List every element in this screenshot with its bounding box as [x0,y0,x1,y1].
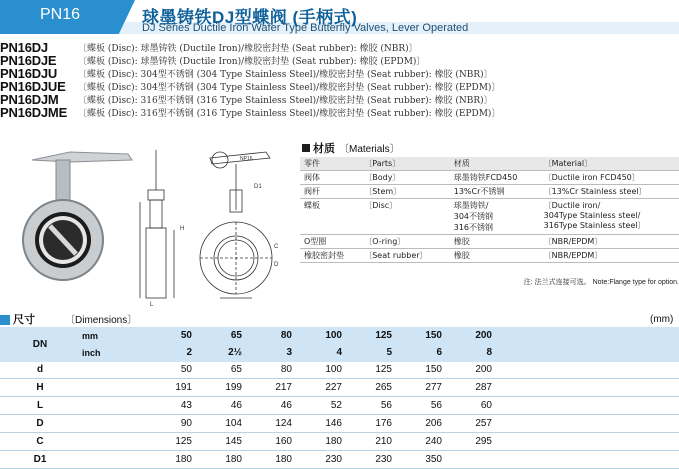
dim-label-d: D [274,262,279,268]
cell: 230 [292,451,342,469]
dimensions-title-cn: 尺寸 [13,314,35,326]
cell-spacer [80,379,142,397]
model-row [0,40,679,54]
cell: 2½ [228,347,242,358]
cell: 球墨铸铁/ 304不锈钢 316不锈钢 [450,199,540,235]
cell: 46 [192,397,242,415]
cell-spacer [80,361,142,379]
materials-table [300,157,679,263]
cell: 90 [142,415,192,433]
cell: 230 [342,451,392,469]
cell: 124 [242,415,292,433]
cell: 56 [392,397,442,415]
table-row [300,185,679,199]
dimensions-title [0,311,137,327]
section-marker [302,144,310,152]
cell: 阀杆 [300,185,360,199]
cell: O型圈 [300,235,360,249]
model-row [0,66,679,80]
unit-label: (mm) [650,314,674,325]
cell: 206 [392,415,442,433]
cell: 180 [242,451,292,469]
cell: 80 [242,361,292,379]
dimensions-title-en: 〔Dimensions〕 [65,315,138,326]
table-header-mm [0,327,679,344]
cell: 287 [442,379,492,397]
model-code: PN16DJM [0,92,59,107]
cell: 180 [292,433,342,451]
cell: 160 [242,433,292,451]
section-marker [0,315,10,325]
cell: 5 [386,347,392,358]
model-code: PN16DJME [0,105,68,120]
cell: 150 [425,330,442,341]
model-code: PN16DJE [0,53,57,68]
cell [442,451,492,469]
row-label: L [0,397,80,415]
cell: 210 [342,433,392,451]
cell-spacer [492,361,679,379]
cell-spacer [492,415,679,433]
cell: 180 [192,451,242,469]
cell-spacer [492,327,679,344]
cell: 〔Body〕 [360,171,450,185]
materials-title-cn: 材质 [313,143,335,155]
table-header [300,157,679,171]
row-label: C [0,433,80,451]
page-title-en: DJ Series Ductile Iron Wafer Type Butterfly Valves, Lever Operated [142,22,469,34]
cell: 277 [392,379,442,397]
cell: 橡胶密封垫 [300,249,360,263]
col-material-en: 〔Material〕 [540,157,679,171]
cell: 240 [392,433,442,451]
inch-label: inch [82,347,101,358]
cell: 4 [336,347,342,358]
cell: 199 [192,379,242,397]
model-code: PN16DJ [0,40,48,55]
model-code: PN16DJU [0,66,58,81]
row-label: D [0,415,80,433]
table-row [0,451,679,469]
cell: 〔13%Cr Stainless steel〕 [540,185,679,199]
cell: 阀体 [300,171,360,185]
model-desc: 〔蝶板 (Disc): 304型不锈钢 (304 Type Stainless Steel)/橡胶密封垫 (Seat rubber): 橡胶 (NBR)〕 [78,70,493,80]
lever-label: NP16 [240,156,253,162]
cell-spacer [492,379,679,397]
cell: 80 [280,330,292,341]
cell: 227 [292,379,342,397]
flange-note: 注: 法兰式连接可选。 Note:Flange type for option. [523,279,679,286]
col-parts-en: 〔Parts〕 [360,157,450,171]
cell-spacer [492,344,679,361]
model-desc: 〔蝶板 (Disc): 球墨铸铁 (Ductile Iron)/橡胶密封垫 (Seat rubber): 橡胶 (NBR)〕 [78,44,418,54]
cell: 〔NBR/EPDM〕 [540,235,679,249]
dim-label-h: H [180,226,185,232]
cell: 46 [242,397,292,415]
cell: 150 [392,361,442,379]
model-desc: 〔蝶板 (Disc): 304型不锈钢 (304 Type Stainless Steel)/橡胶密封垫 (Seat rubber): 橡胶 (EPDM)〕 [78,83,501,93]
model-row [0,105,679,119]
materials-title-en: 〔Materials〕 [339,144,400,155]
cell-spacer [80,397,142,415]
row-label: d [0,361,80,379]
col-material-cn: 材质 [450,157,540,171]
cell: 蝶板 [300,199,360,235]
cell: 〔Disc〕 [360,199,450,235]
cell: 〔NBR/EPDM〕 [540,249,679,263]
dimensions-table [0,327,679,469]
table-row [300,235,679,249]
col-parts-cn: 零件 [300,157,360,171]
mm-label: mm [82,330,99,341]
cell: 104 [192,415,242,433]
cell: 200 [475,330,492,341]
cell: 60 [442,397,492,415]
row-label: H [0,379,80,397]
model-desc: 〔蝶板 (Disc): 316型不锈钢 (316 Type Stainless Steel)/橡胶密封垫 (Seat rubber): 橡胶 (NBR)〕 [78,96,493,106]
cell: 52 [292,397,342,415]
table-row [0,433,679,451]
dn-label: DN [32,338,48,350]
table-row [0,379,679,397]
cell: 257 [442,415,492,433]
cell: 100 [292,361,342,379]
cell: 125 [142,433,192,451]
cell: 〔Ductile iron/ 304Type Stainless steel/ 316Type Stainless steel〕 [540,199,679,235]
cell: 350 [392,451,442,469]
cell: 265 [342,379,392,397]
table-row [0,361,679,379]
cell: 217 [242,379,292,397]
cell: 〔O-ring〕 [360,235,450,249]
cell-spacer [80,415,142,433]
cell: 〔Stem〕 [360,185,450,199]
cell: 180 [142,451,192,469]
cell: 8 [486,347,492,358]
cell: 295 [442,433,492,451]
cell-spacer [80,433,142,451]
cell: 145 [192,433,242,451]
row-label: D1 [0,451,80,469]
table-row [300,199,679,235]
cell: 65 [192,361,242,379]
cell: 橡胶 [450,235,540,249]
cell: 3 [286,347,292,358]
valve-illustration [0,130,300,310]
materials-title [302,140,400,156]
cell: 125 [342,361,392,379]
front-view-drawing [200,152,272,298]
cell: 125 [375,330,392,341]
cell: 176 [342,415,392,433]
table-row [0,415,679,433]
cell: 200 [442,361,492,379]
series-code: PN16 [39,6,81,23]
cell: 2 [186,347,192,358]
model-row [0,53,679,67]
cell: 13%Cr不锈钢 [450,185,540,199]
cell: 146 [292,415,342,433]
valve-photo [23,152,132,280]
model-code: PN16DJUE [0,79,66,94]
cell: 100 [325,330,342,341]
cell-spacer [492,433,679,451]
cell-spacer [492,451,679,469]
cell: 56 [342,397,392,415]
side-view-drawing [140,150,174,298]
cell: 〔Ductile iron FCD450〕 [540,171,679,185]
table-header-inch [0,344,679,361]
cell: 〔Seat rubber〕 [360,249,450,263]
cell: 橡胶 [450,249,540,263]
table-row [300,249,679,263]
cell: 191 [142,379,192,397]
table-row [0,397,679,415]
model-row [0,92,679,106]
model-desc: 〔蝶板 (Disc): 球墨铸铁 (Ductile Iron)/橡胶密封垫 (Seat rubber): 橡胶 (EPDM)〕 [78,57,426,67]
model-desc: 〔蝶板 (Disc): 316型不锈钢 (316 Type Stainless Steel)/橡胶密封垫 (Seat rubber): 橡胶 (EPDM)〕 [78,109,501,119]
cell: 50 [180,330,192,341]
dim-label-c: C [274,244,279,250]
cell-spacer [80,451,142,469]
table-row [300,171,679,185]
cell: 球墨铸铁FCD450 [450,171,540,185]
cell: 65 [230,330,242,341]
cell-spacer [492,397,679,415]
cell: 6 [436,347,442,358]
cell: 43 [142,397,192,415]
cell: 50 [142,361,192,379]
dim-label-d1: D1 [254,184,262,190]
dim-label-l: L [150,302,154,308]
page-title-cn: 球墨铸铁DJ型蝶阀 (手柄式) [142,8,358,27]
model-row [0,79,679,93]
